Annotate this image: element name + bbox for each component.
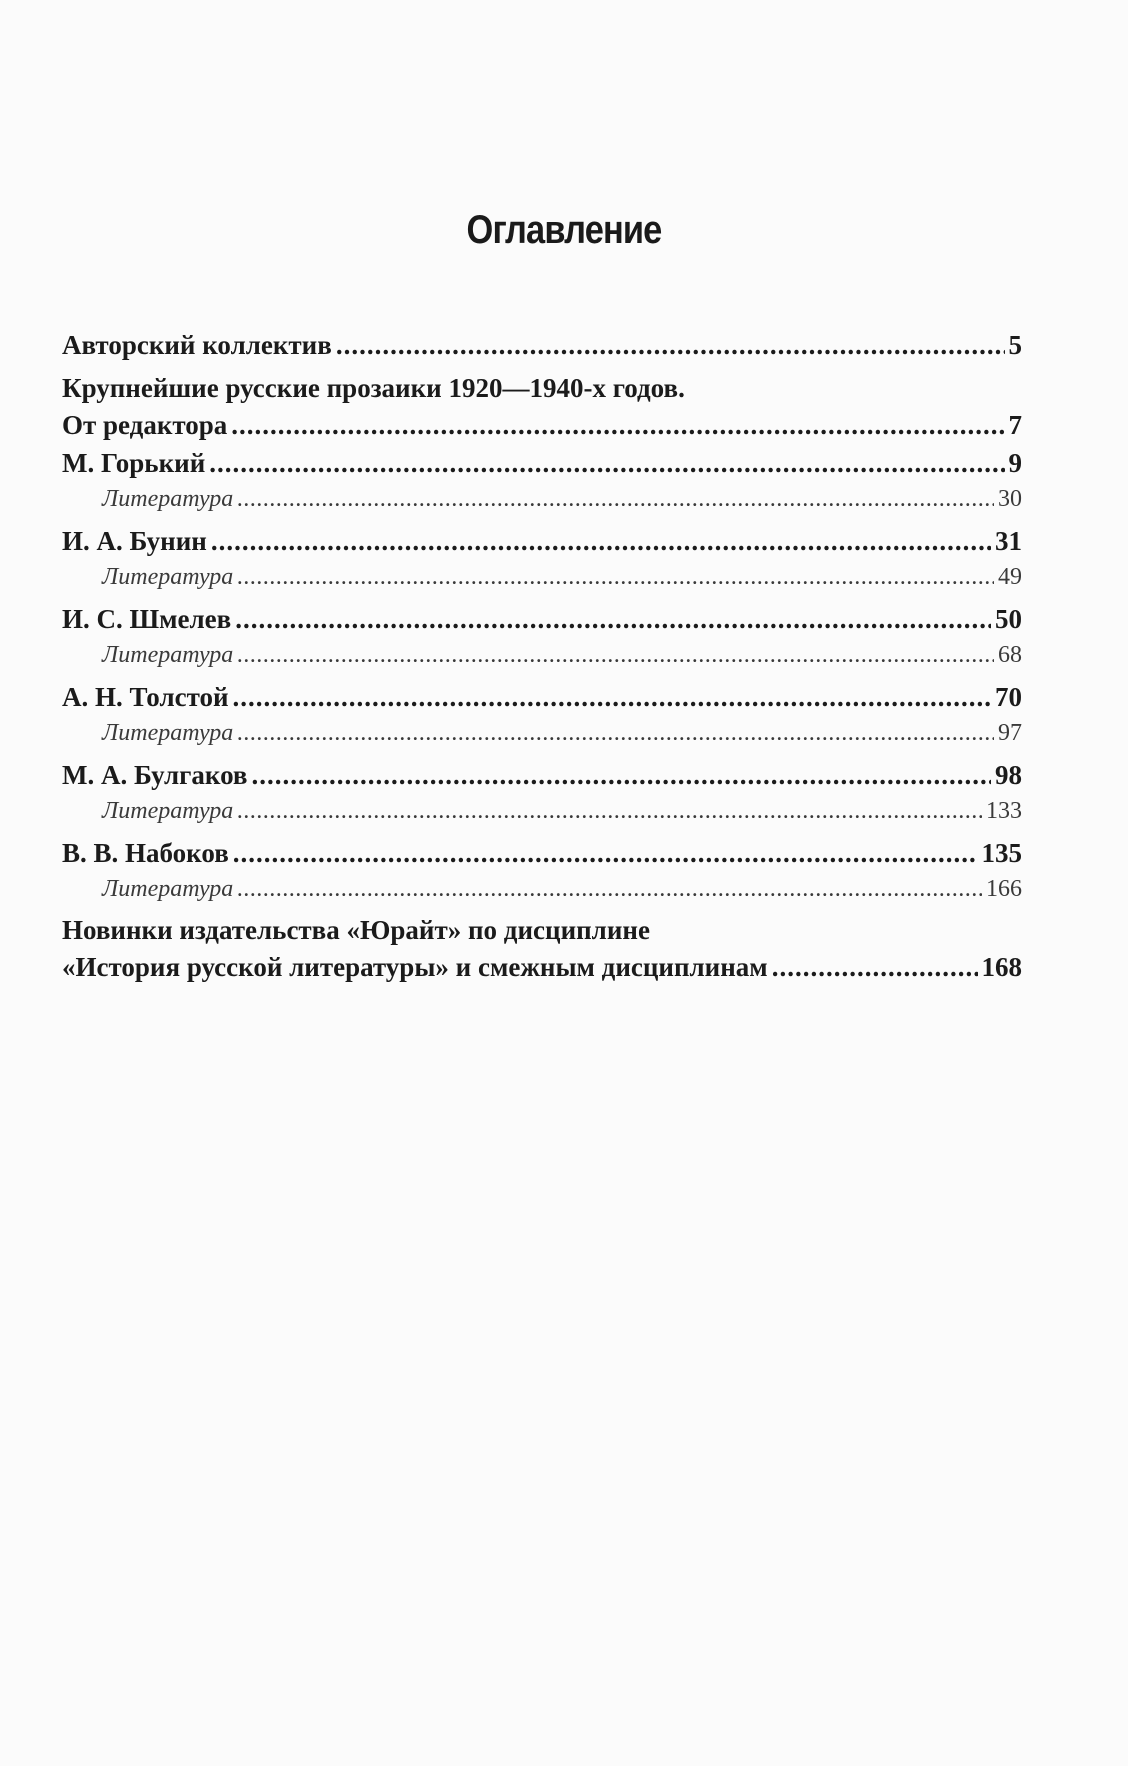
toc-page-number: 135 xyxy=(981,838,1022,868)
toc-entry-tolstoy[interactable] xyxy=(62,678,1022,716)
leader-dots xyxy=(231,406,1004,444)
leader-dots xyxy=(237,482,994,516)
toc-entry-label: «История русской литературы» и смежным дисциплинам xyxy=(62,952,768,982)
toc-page-number: 50 xyxy=(995,604,1022,634)
toc-page-number: 168 xyxy=(981,952,1022,982)
leader-dots xyxy=(235,600,991,638)
leader-dots xyxy=(252,756,991,794)
page-title: Оглавление xyxy=(466,208,662,252)
toc-entry-new-books[interactable] xyxy=(62,948,1022,986)
table-of-contents xyxy=(62,326,1022,986)
toc-subentry-label: Литература xyxy=(102,876,234,902)
toc-entry-shmelev[interactable] xyxy=(62,600,1022,638)
toc-entry-label: От редактора xyxy=(62,410,228,440)
toc-subentry-gorky-literature[interactable] xyxy=(62,482,1022,516)
toc-entry-label: И. С. Шмелев xyxy=(62,604,232,634)
toc-entry-bulgakov[interactable] xyxy=(62,756,1022,794)
toc-subentry-label: Литература xyxy=(102,720,234,746)
toc-entry-label: И. А. Бунин xyxy=(62,526,207,556)
toc-entry-authors[interactable] xyxy=(62,326,1022,364)
toc-entry-new-books-line1: Новинки издательства «Юрайт» по дисциплине xyxy=(62,915,650,945)
leader-dots xyxy=(237,872,982,906)
toc-entry-label: М. А. Булгаков xyxy=(62,760,248,790)
leader-dots xyxy=(237,638,994,672)
toc-entry-label: В. В. Набоков xyxy=(62,838,229,868)
leader-dots xyxy=(233,834,978,872)
leader-dots xyxy=(211,522,991,560)
toc-page-number: 7 xyxy=(1008,410,1022,440)
toc-entry-editor-line1: Крупнейшие русские прозаики 1920—1940-х годов. xyxy=(62,373,685,403)
leader-dots xyxy=(237,716,994,750)
toc-page-number: 166 xyxy=(986,876,1022,902)
leader-dots xyxy=(772,948,978,986)
toc-subentry-bulgakov-literature[interactable] xyxy=(62,794,1022,828)
toc-subentry-label: Литература xyxy=(102,564,234,590)
toc-subentry-label: Литература xyxy=(102,486,234,512)
toc-entry-nabokov[interactable] xyxy=(62,834,1022,872)
toc-page-number: 68 xyxy=(998,642,1022,668)
toc-entry-label: Авторский коллектив xyxy=(62,330,332,360)
toc-subentry-tolstoy-literature[interactable] xyxy=(62,716,1022,750)
leader-dots xyxy=(237,560,994,594)
toc-entry-label: А. Н. Толстой xyxy=(62,682,229,712)
toc-page-number: 9 xyxy=(1008,448,1022,478)
toc-entry-bunin[interactable] xyxy=(62,522,1022,560)
toc-subentry-label: Литература xyxy=(102,642,234,668)
toc-page-number: 49 xyxy=(998,564,1022,590)
toc-subentry-shmelev-literature[interactable] xyxy=(62,638,1022,672)
leader-dots xyxy=(233,678,991,716)
toc-page-number: 98 xyxy=(995,760,1022,790)
toc-subentry-nabokov-literature[interactable] xyxy=(62,872,1022,906)
toc-page-number: 70 xyxy=(995,682,1022,712)
toc-page-number: 30 xyxy=(998,486,1022,512)
leader-dots xyxy=(209,444,1004,482)
leader-dots xyxy=(237,794,982,828)
toc-page-number: 5 xyxy=(1008,330,1022,360)
toc-entry-editor[interactable] xyxy=(62,406,1022,444)
toc-page-number: 133 xyxy=(986,798,1022,824)
toc-entry-gorky[interactable] xyxy=(62,444,1022,482)
leader-dots xyxy=(336,326,1005,364)
toc-page-number: 97 xyxy=(998,720,1022,746)
toc-subentry-bunin-literature[interactable] xyxy=(62,560,1022,594)
toc-entry-label: М. Горький xyxy=(62,448,206,478)
toc-page-number: 31 xyxy=(995,526,1022,556)
toc-subentry-label: Литература xyxy=(102,798,234,824)
